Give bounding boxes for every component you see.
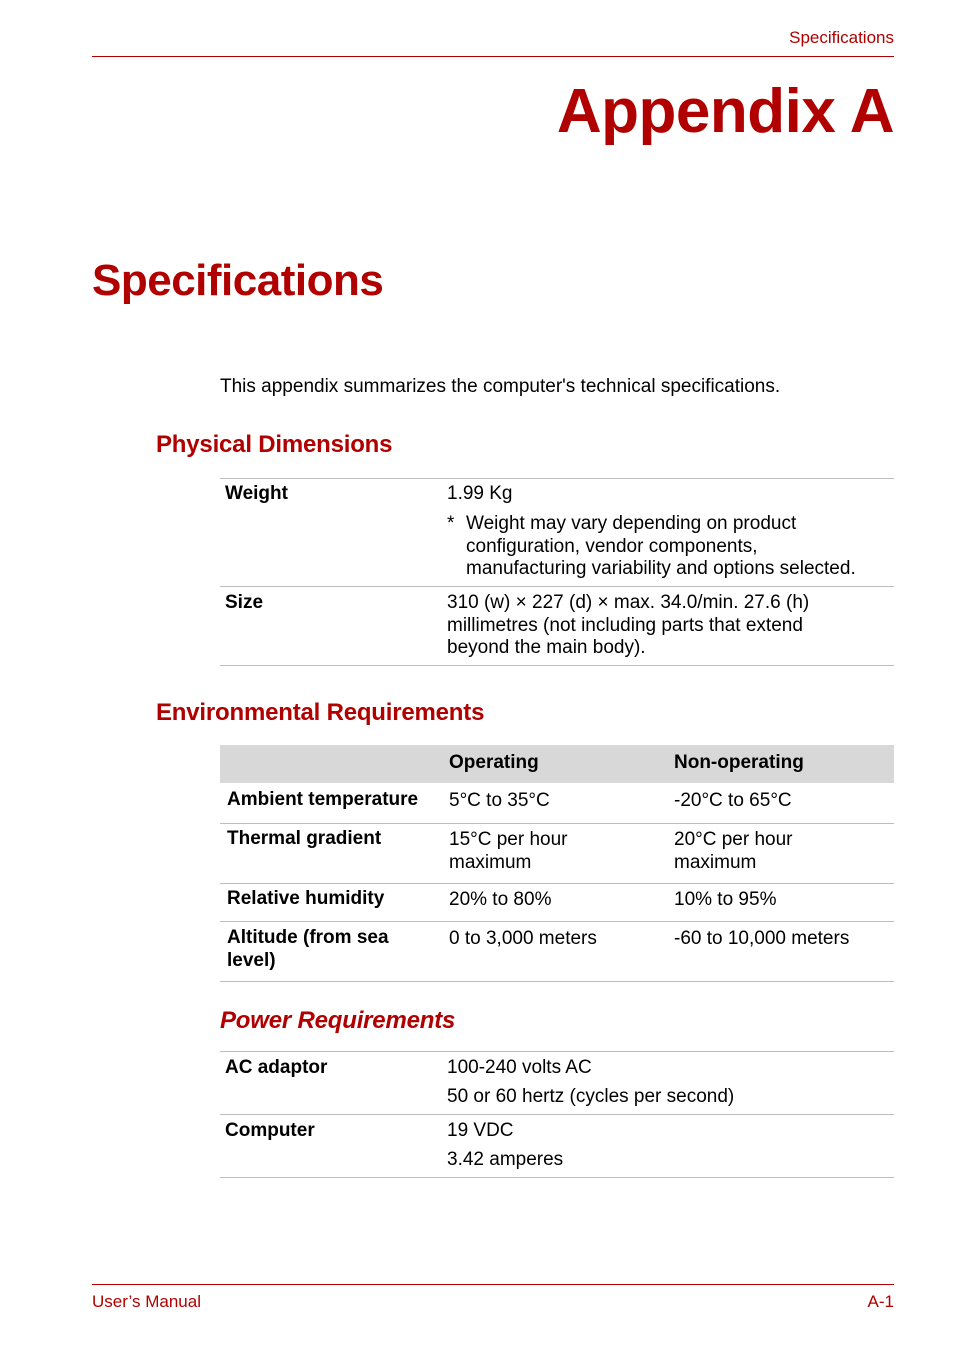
- running-header: Specifications: [789, 28, 894, 47]
- env-row-label: Altitude (from sea level): [227, 927, 389, 971]
- weight-label: Weight: [225, 483, 288, 504]
- env-row-non-operating: -60 to 10,000 meters: [674, 928, 850, 949]
- env-row-operating: 5°C to 35°C: [449, 790, 550, 811]
- env-row-label: Ambient temperature: [227, 789, 419, 810]
- env-row-operating: 15°C per hour maximum: [449, 829, 568, 873]
- table-rule: [220, 981, 894, 982]
- appendix-title: Appendix A: [556, 77, 894, 146]
- env-row-label: Relative humidity: [227, 888, 385, 909]
- table-rule: [220, 883, 894, 884]
- environmental-heading: Environmental Requirements: [156, 699, 485, 726]
- env-row-non-operating: -20°C to 65°C: [674, 790, 792, 811]
- weight-note: Weight may vary depending on product configuration, vendor components, manufacturing variability and options selected.: [466, 513, 856, 579]
- intro-paragraph: This appendix summarizes the computer's technical specifications.: [220, 376, 781, 397]
- power-row-value: 100-240 volts AC: [447, 1057, 592, 1078]
- column-header-non-operating: Non-operating: [674, 752, 804, 773]
- table-rule: [220, 823, 894, 824]
- env-row-operating: 20% to 80%: [449, 889, 552, 910]
- weight-note-mark: *: [447, 513, 455, 534]
- table-rule: [220, 665, 894, 666]
- power-row-value: 50 or 60 hertz (cycles per second): [447, 1086, 735, 1107]
- header-rule: [92, 56, 894, 57]
- table-rule: [220, 1177, 894, 1178]
- env-row-non-operating: 10% to 95%: [674, 889, 777, 910]
- footer-rule: [92, 1284, 894, 1285]
- env-row-operating: 0 to 3,000 meters: [449, 928, 597, 949]
- power-row-label: AC adaptor: [225, 1057, 328, 1078]
- power-row-label: Computer: [225, 1120, 315, 1141]
- power-heading: Power Requirements: [220, 1007, 456, 1034]
- size-label: Size: [225, 592, 264, 613]
- table-rule: [220, 478, 894, 479]
- table-rule: [220, 1051, 894, 1052]
- column-header-operating: Operating: [449, 752, 539, 773]
- table-rule: [220, 586, 894, 587]
- footer-manual-title: User’s Manual: [92, 1292, 201, 1311]
- table-rule: [220, 1114, 894, 1115]
- power-row-value: 19 VDC: [447, 1120, 514, 1141]
- power-row-value: 3.42 amperes: [447, 1149, 564, 1170]
- page-number: A-1: [867, 1292, 894, 1311]
- physical-dimensions-heading: Physical Dimensions: [156, 431, 393, 458]
- size-value: 310 (w) × 227 (d) × max. 34.0/min. 27.6 (h) millimetres (not including parts that extend beyond the main body).: [447, 592, 810, 658]
- table-rule: [220, 921, 894, 922]
- env-row-label: Thermal gradient: [227, 828, 382, 849]
- weight-value: 1.99 Kg: [447, 483, 513, 504]
- chapter-title: Specifications: [92, 256, 384, 305]
- env-row-non-operating: 20°C per hour maximum: [674, 829, 793, 873]
